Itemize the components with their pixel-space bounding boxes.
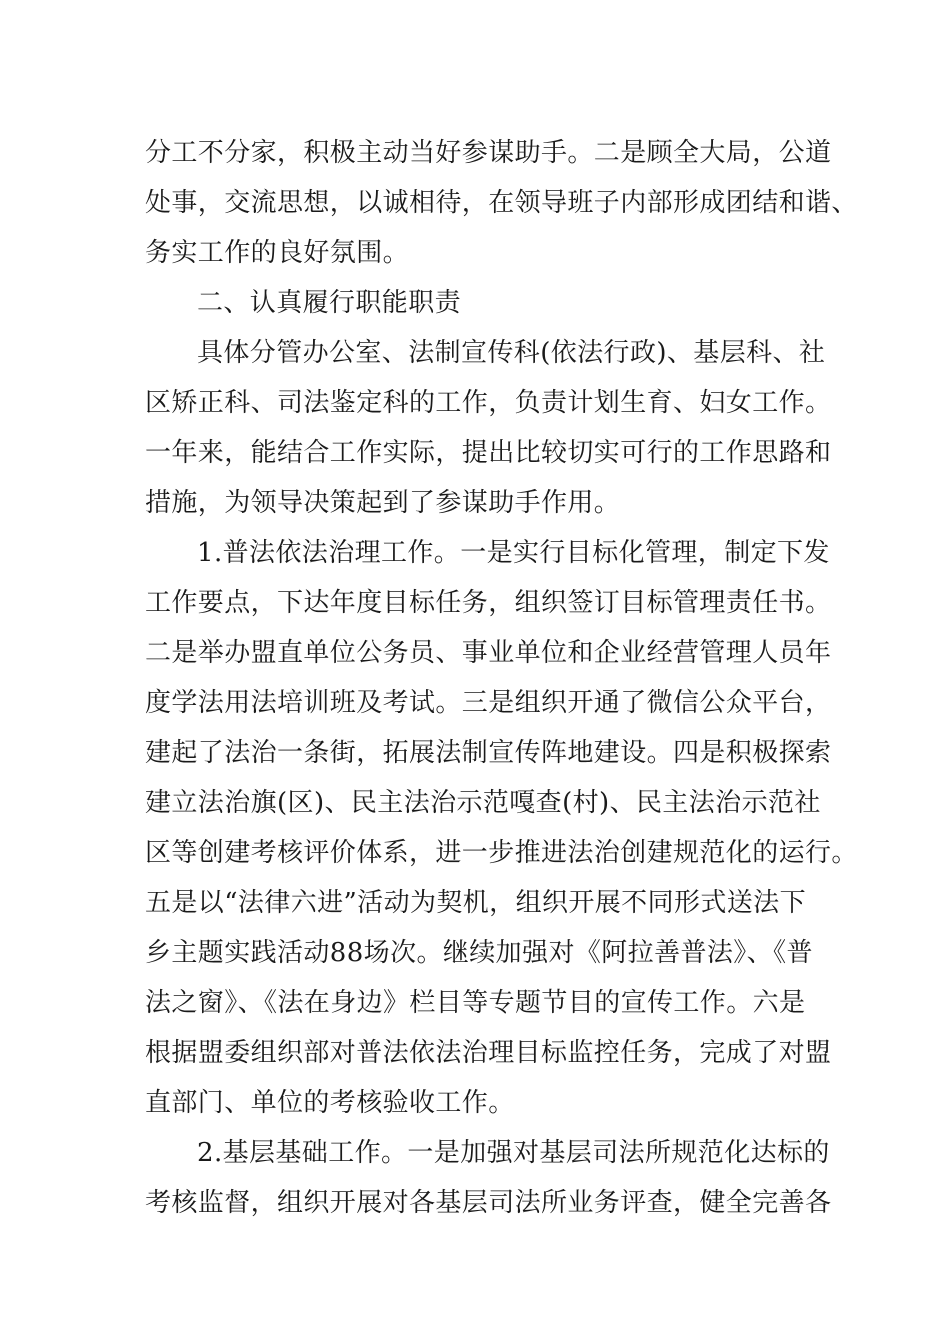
section-heading: 二、认真履行职能职责: [197, 288, 462, 318]
text-line: 乡主题实践活动88场次。继续加强对《阿拉善普法》、《普: [145, 938, 813, 968]
text-line: 一年来，能结合工作实际，提出比较切实可行的工作思路和: [145, 438, 832, 468]
text-line: 法之窗》、《法在身边》栏目等专题节目的宣传工作。六是: [145, 988, 806, 1018]
text-line: 建起了法治一条街，拓展法制宣传阵地建设。四是积极探索: [145, 738, 832, 768]
text-line: 务实工作的良好氛围。: [145, 238, 410, 268]
text-line: 具体分管办公室、法制宣传科(依法行政)、基层科、社: [197, 338, 826, 368]
text-line: 区等创建考核评价体系，进一步推进法治创建规范化的运行。: [145, 838, 858, 868]
text-line: 二是举办盟直单位公务员、事业单位和企业经营管理人员年: [145, 638, 832, 668]
text-line: 考核监督，组织开展对各基层司法所业务评查，健全完善各: [145, 1188, 832, 1218]
text-line: 建立法治旗(区)、民主法治示范嘎查(村)、民主法治示范社: [145, 788, 821, 818]
text-line: 措施，为领导决策起到了参谋助手作用。: [145, 488, 621, 518]
text-line: 处事，交流思想，以诚相待，在领导班子内部形成团结和谐、: [145, 188, 858, 218]
text-line: 五是以“法律六进”活动为契机，组织开展不同形式送法下: [145, 888, 806, 918]
text-line: 区矫正科、司法鉴定科的工作，负责计划生育、妇女工作。: [145, 388, 832, 418]
text-line: 工作要点，下达年度目标任务，组织签订目标管理责任书。: [145, 588, 832, 618]
document-body: [145, 128, 858, 1228]
text-line: 度学法用法培训班及考试。三是组织开通了微信公众平台，: [145, 688, 832, 718]
text-line: 分工不分家，积极主动当好参谋助手。二是顾全大局，公道: [145, 138, 832, 168]
text-line: 1.普法依法治理工作。一是实行目标化管理，制定下发: [197, 538, 830, 568]
text-line: 2.基层基础工作。一是加强对基层司法所规范化达标的: [197, 1138, 830, 1168]
text-line: 直部门、单位的考核验收工作。: [145, 1088, 515, 1118]
text-line: 根据盟委组织部对普法依法治理目标监控任务，完成了对盟: [145, 1038, 832, 1068]
